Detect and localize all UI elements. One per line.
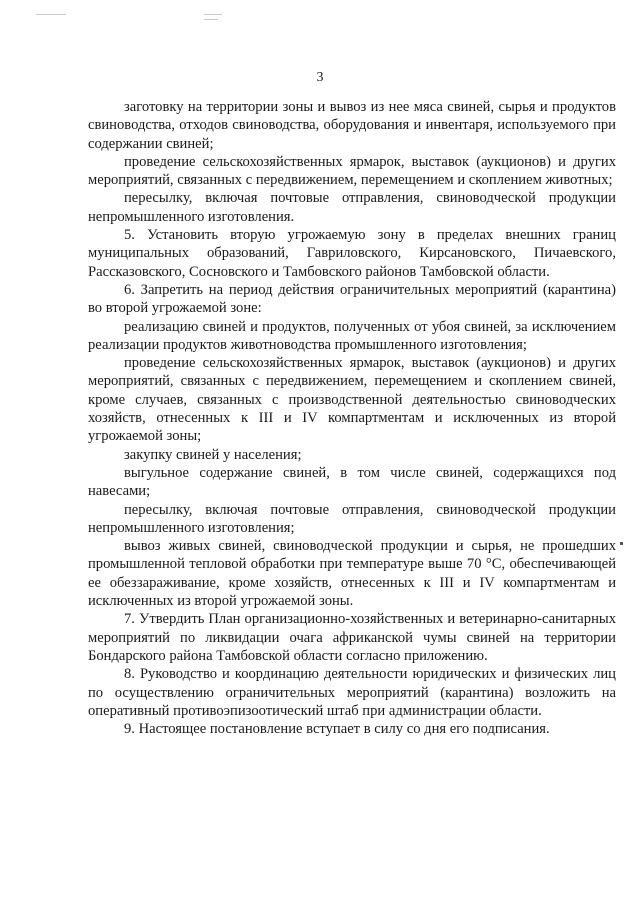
paragraph: вывоз живых свиней, свиноводческой продукции и сырья, не прошедших промышленной тепловой обработки при температуре выше 70 °С, обеспечивающей ее обеззараживание, кроме хозяйств, отнесенных к III и IV компартментам и исключенных из второй угрожаемой зоны.	[88, 538, 616, 610]
paragraph: реализацию свиней и продуктов, полученных от убоя свиней, за исключением реализации продуктов животноводства промышленного изготовления;	[88, 318, 616, 353]
paragraph: выгульное содержание свиней, в том числе свиней, содержащихся под навесами;	[88, 464, 616, 500]
paragraph-item-8: 8. Руководство и координацию деятельности юридических и физических лиц по осуществлению ограничительных мероприятий (карантина) возложить на оперативный противоэпизоотический штаб при администрации области.	[88, 666, 616, 719]
paragraph: пересылку, включая почтовые отправления, свиноводческой продукции непромышленного изготовления.	[88, 190, 616, 225]
scan-artifact	[204, 14, 222, 15]
scan-artifact	[36, 14, 66, 15]
scan-dot	[620, 542, 623, 545]
paragraph: закупку свиней у населения;	[124, 446, 302, 463]
page-number: 3	[316, 70, 324, 85]
paragraph: заготовку на территории зоны и вывоз из нее мяса свиней, сырья и продуктов свиноводства, отходов свиноводства, оборудования и инвентаря, используемого при содержании свиней;	[88, 99, 616, 152]
paragraph-item-6: 6. Запретить на период действия ограничительных мероприятий (карантина) во второй угрожаемой зоне:	[88, 281, 616, 317]
paragraph: пересылку, включая почтовые отправления, свиноводческой продукции непромышленного изготовления;	[88, 501, 616, 536]
paragraph: проведение сельскохозяйственных ярмарок, выставок (аукционов) и других мероприятий, связанных с передвижением, перемещением и скоплением животных;	[88, 153, 616, 189]
paragraph-item-5: 5. Установить вторую угрожаемую зону в пределах внешних границ муниципальных образований, Гавриловского, Кирсановского, Пичаевского, Рассказовского, Сосновского и Тамбовского районов Тамбовской области.	[88, 227, 616, 280]
paragraph-item-7: 7. Утвердить План организационно-хозяйственных и ветеринарно-санитарных мероприятий по ликвидации очага африканской чумы свиней на территории Бондарского района Тамбовской области согласно приложению.	[88, 611, 616, 664]
document-body	[88, 98, 616, 738]
scan-artifact	[204, 19, 218, 20]
paragraph: проведение сельскохозяйственных ярмарок, выставок (аукционов) и других мероприятий, связанных с передвижением, перемещением и скоплением свиней, кроме случаев, связанных с производственной деятельностью свиноводческих хозяйств, отнесенных к III и IV компартментам и исключенных из второй угрожаемой зоны;	[88, 355, 616, 445]
paragraph-item-9: 9. Настоящее постановление вступает в силу со дня его подписания.	[124, 721, 550, 738]
